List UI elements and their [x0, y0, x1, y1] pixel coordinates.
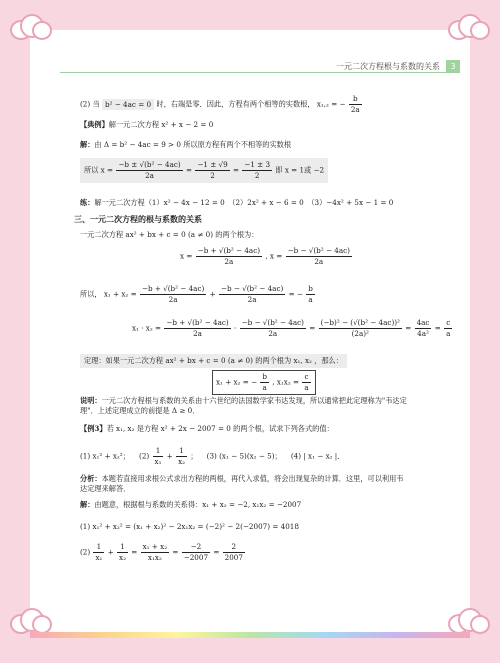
- vieta-formula: x₁ + x₂ = − $\frac{b}{a}$ , x₁x₂ = $\frac{c}{a}$: [212, 370, 316, 395]
- note-paragraph: 说明：一元二次方程根与系数的关系由十六世纪的法国数学家韦达发现，所以通常把此定理称为"韦达定理"．上述定理成立的前提是 Δ ≥ 0．: [80, 396, 407, 415]
- roots-formula: x = $\frac{\text{−b + √(b² − 4ac)}}{2a}$ , x = $\frac{\text{−b − √(b² − 4ac)}}{2a}$: [180, 246, 350, 266]
- answer-1: (1) x₁² + x₂² = (x₁ + x₂)² − 2x₁x₂ = (−2)² − 2(−2007) = 4018: [80, 522, 299, 531]
- theorem-line: 定理：如果一元二次方程 ax² + bx + c = 0 (a ≠ 0) 的两个根为 x₁, x₂ ，那么：: [80, 354, 347, 368]
- example-3-header: 【例3】若 x₁, x₂ 是方程 x² + 2x − 2007 = 0 的两个根，试求下列各式的值：: [80, 424, 334, 433]
- cloud-decoration-top-left: [6, 12, 50, 42]
- line-equal-roots: (2) 当 b² − 4ac = 0 时，右端是零．因此，方程有两个相等的实数根， x₁,₂ = − $\frac{b}{2a}$: [80, 94, 360, 114]
- header-title: 一元二次方程根与系数的关系: [336, 62, 440, 71]
- product-derivation: x₁ · x₂ = $\frac{\text{−b + √(b² − 4ac)}}{2a}$ · $\frac{\text{−b − √(b² − 4ac)}}{2a}$ = $\frac{\text{(−b)² − (√(b² − 4ac))²}}{\text{(2a)²}}$ = $\frac{4ac}{\text{4a²}}$ = $\frac{c}{a}$: [132, 318, 451, 338]
- solution-formula: 所以 x = $\frac{\text{−b ± √(b² − 4ac)}}{2a}$ = $\frac{-1 \pm √9}{2}$ = $\frac{-1 \pm 3}{2}$ 即 x = 1或 −2: [80, 158, 328, 183]
- practice-line: 练：解一元二次方程（1）x² − 4x − 12 = 0 （2）2x² + x − 6 = 0 （3）−4x² + 5x − 1 = 0: [80, 198, 394, 207]
- rainbow-border: [30, 632, 470, 638]
- sum-derivation: 所以， x₁ + x₂ = $\frac{\text{−b + √(b² − 4ac)}}{2a}$ + $\frac{\text{−b − √(b² − 4ac)}}{2a}$ = − $\frac{b}{a}$: [80, 284, 313, 304]
- roots-intro: 一元二次方程 ax² + bx + c = 0 (a ≠ 0) 的两个根为：: [80, 230, 259, 239]
- analysis-paragraph: 分析：本题若直接用求根公式求出方程的两根，再代入求值，将会出现复杂的计算．这里，可以利用韦达定理来解答．: [80, 474, 404, 493]
- header-rule: [60, 72, 460, 73]
- answer-2: (2) $\frac{1}{\text{x₁}}$ + $\frac{1}{\text{x₂}}$ = $\frac{\text{x₁ + x₂}}{\text{x₁x₂}}$ = $\frac{-2}{-2007}$ = $\frac{2}{2007}$: [80, 542, 243, 562]
- solution-2-line: 解：由题意，根据根与系数的关系得：x₁ + x₂ = −2, x₁x₂ = −2007: [80, 500, 302, 509]
- fraction: $\frac{b}{2a}$: [350, 94, 360, 114]
- example-header: 【典例】解一元二次方程 x² + x − 2 = 0: [80, 120, 214, 129]
- example-3-questions: (1) x₁² + x₂²； (2) $\frac{1}{\text{x₁}}$ + $\frac{1}{\text{x₂}}$ ； (3) (x₁ − 5)(x₂ − 5)； (4) | x₁ − x₂ |．: [80, 446, 345, 466]
- solution-line: 解：由 Δ = b² − 4ac = 9 > 0 所以原方程有两个不相等的实数根: [80, 140, 292, 149]
- section-title-3: 三、一元二次方程的根与系数的关系: [74, 214, 202, 224]
- cloud-decoration-top-right: [448, 12, 492, 42]
- page-number: 3: [446, 60, 460, 73]
